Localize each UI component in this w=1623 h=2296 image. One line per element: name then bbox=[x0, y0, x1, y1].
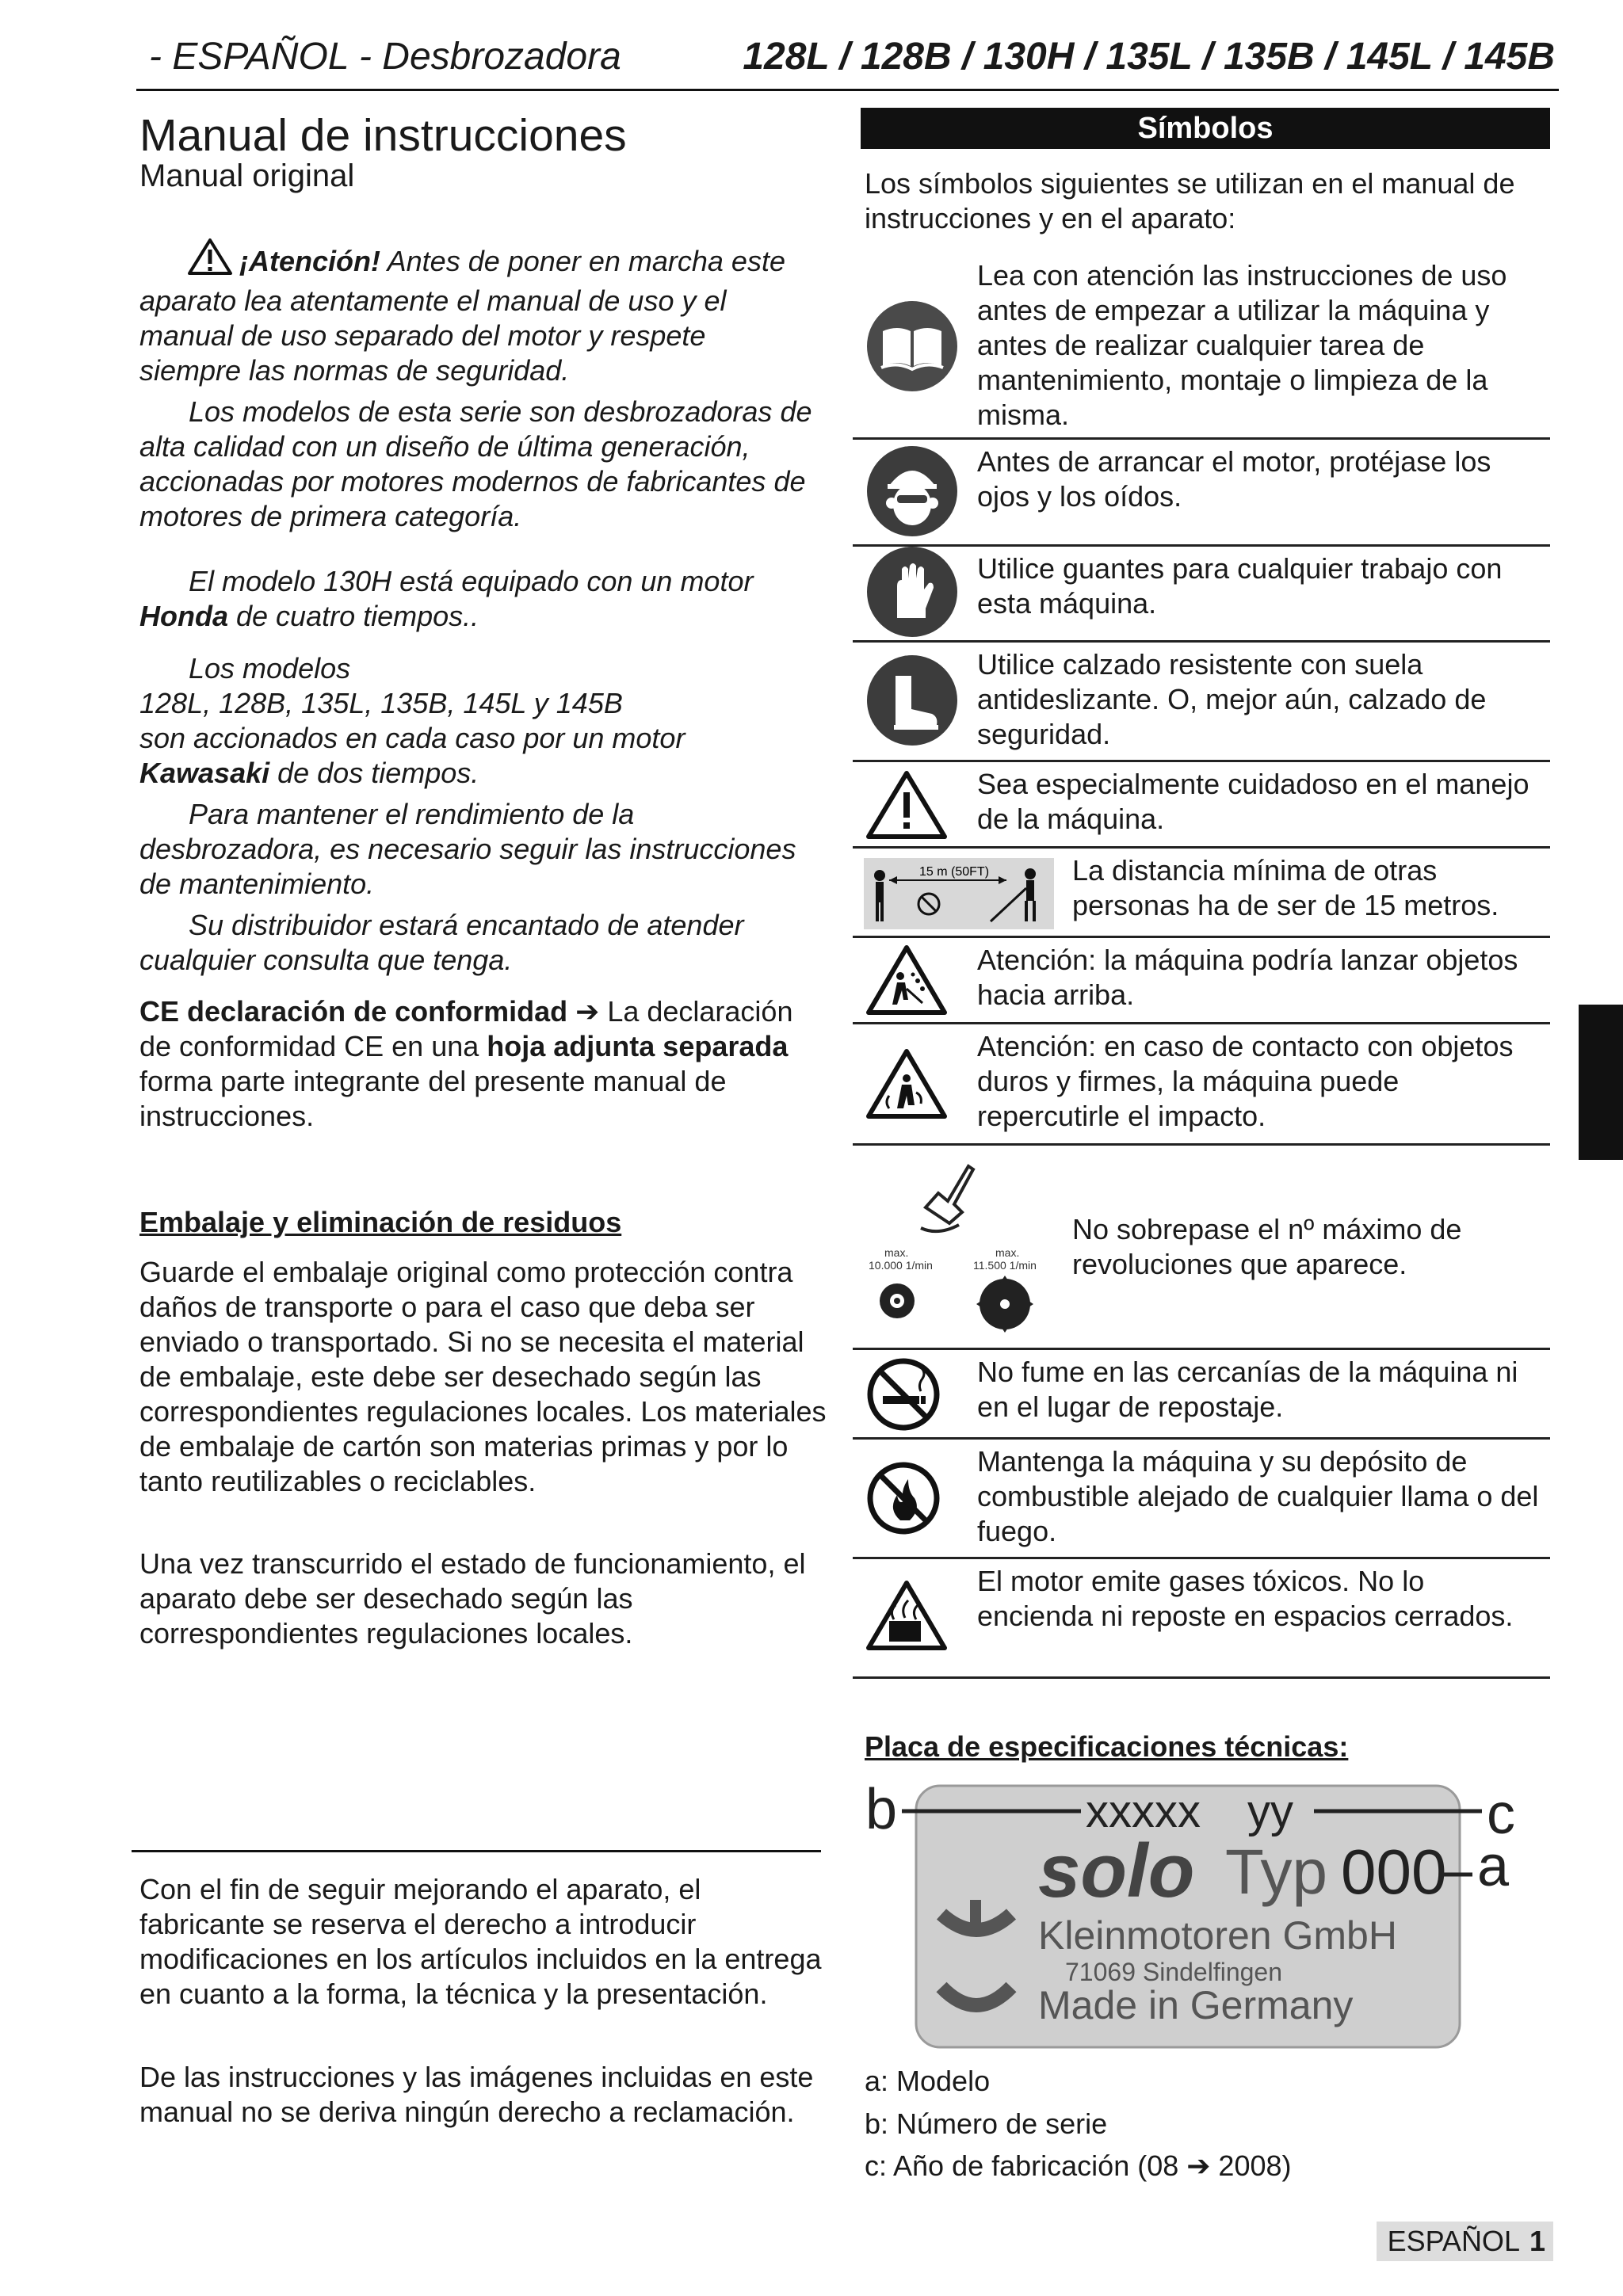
ce-text: La declaración de conformidad CE en una bbox=[139, 995, 793, 1062]
rpm-a-value: 10.000 1/min bbox=[869, 1259, 933, 1272]
intro-text bbox=[139, 238, 813, 984]
intro-p3-text: son accionados en cada caso por un motor bbox=[139, 722, 685, 754]
warning-triangle-icon bbox=[187, 238, 233, 284]
arrow-right-icon: ➔ bbox=[575, 995, 600, 1028]
plate-year: yy bbox=[1247, 1786, 1293, 1837]
no-open-flame-icon bbox=[865, 1460, 941, 1540]
plate-type-value: 000 bbox=[1341, 1836, 1447, 1907]
callout-a: a bbox=[1477, 1835, 1510, 1898]
spec-plate bbox=[861, 1773, 1526, 2062]
rpm-a-label: max. bbox=[884, 1246, 909, 1259]
symbol-text: No fume en las cercanías de la máquina ni en el lugar de repostaje. bbox=[977, 1356, 1518, 1423]
footer-language: ESPAÑOL bbox=[1387, 2225, 1520, 2257]
intro-paragraph-5: Su distribuidor estará encantado de atender cualquier consulta que tenga. bbox=[139, 909, 744, 976]
symbol-row bbox=[853, 643, 1550, 762]
gloves-icon bbox=[865, 545, 959, 643]
ce-tail: forma parte integrante del presente manual de instrucciones. bbox=[139, 1065, 727, 1132]
page-number: 1 bbox=[1529, 2225, 1545, 2257]
plate-made-in: Made in Germany bbox=[1038, 1983, 1354, 2027]
plate-brand: solo bbox=[1038, 1829, 1195, 1913]
no-smoking-icon bbox=[865, 1356, 941, 1436]
warning-triangle-icon bbox=[865, 770, 948, 844]
packaging-paragraph-2: Una vez transcurrido el estado de funcionamiento, el aparato debe ser desechado según las correspondientes regulaciones locales. bbox=[139, 1547, 806, 1650]
intro-p2-text: El modelo 130H está equipado con un motor bbox=[189, 565, 754, 597]
section-tab-marker bbox=[1579, 1005, 1623, 1160]
symbol-text: Utilice calzado resistente con suela antideslizante. O, mejor aún, calzado de seguridad. bbox=[977, 648, 1487, 750]
plate-city: 71069 Sindelfingen bbox=[1065, 1958, 1283, 1986]
boot-icon bbox=[865, 654, 959, 751]
symbol-row bbox=[853, 1146, 1550, 1350]
ce-label: CE declaración de conformidad bbox=[139, 995, 568, 1028]
symbol-text: No sobrepase el nº máximo de revoluciones que aparece. bbox=[1072, 1213, 1462, 1280]
intro-paragraph-4: Para mantener el rendimiento de la desbrozadora, es necesario seguir las instrucciones de mantenimiento. bbox=[139, 798, 796, 900]
packaging-paragraph-1: Guarde el embalaje original como protección contra daños de transporte o para el caso que deba ser enviado o transportado. Si no se necesita el material de embalaje, este debe ser desechado según las correspondientes regulaciones locales. Los materiales de embalaje de cartón son materias primas y por lo tanto reutilizables o reciclables. bbox=[139, 1256, 827, 1497]
callout-b: b bbox=[865, 1778, 898, 1841]
symbol-row bbox=[853, 938, 1550, 1024]
intro-paragraph-3 bbox=[139, 651, 813, 791]
distance-label: 15 m (50FT) bbox=[919, 865, 990, 879]
symbol-row bbox=[853, 1024, 1550, 1146]
symbol-row bbox=[853, 1350, 1550, 1440]
page-subtitle: Manual original bbox=[139, 158, 355, 193]
max-rpm-icon bbox=[862, 1152, 1044, 1346]
face-protection-icon bbox=[865, 444, 959, 542]
plate-company: Kleinmotoren GmbH bbox=[1038, 1913, 1397, 1958]
packaging-heading: Embalaje y eliminación de residuos bbox=[139, 1206, 622, 1238]
kickback-icon bbox=[865, 1048, 948, 1123]
page-title: Manual de instrucciones bbox=[139, 110, 627, 161]
left-divider bbox=[132, 1850, 821, 1852]
intro-p3-lead: Los modelos bbox=[189, 652, 351, 685]
plate-type-label: Typ bbox=[1225, 1836, 1327, 1907]
intro-paragraph-1: Los modelos de esta serie son desbrozadoras de alta calidad con un diseño de última generación, accionadas por motores modernos de fabricantes de motores de primera categoría. bbox=[139, 395, 812, 532]
symbol-row bbox=[853, 254, 1550, 440]
thrown-objects-icon bbox=[865, 944, 948, 1020]
symbol-row bbox=[853, 1440, 1550, 1559]
plate-legend-c bbox=[865, 2149, 1292, 2183]
intro-p3-tail: de dos tiempos. bbox=[269, 757, 479, 789]
symbol-text: Atención: la máquina podría lanzar objetos hacia arriba. bbox=[977, 944, 1518, 1011]
symbol-row bbox=[853, 762, 1550, 849]
attention-text: Antes de poner en marcha este aparato lea atentamente el manual de uso y el manual de uso separado del motor y respete siempre las normas de seguridad. bbox=[139, 245, 785, 387]
header-rule bbox=[136, 89, 1559, 91]
rpm-b-value: 11.500 1/min bbox=[973, 1259, 1037, 1272]
symbol-text: Utilice guantes para cualquier trabajo con esta máquina. bbox=[977, 552, 1503, 620]
toxic-fumes-icon bbox=[865, 1580, 948, 1655]
distance-15m-icon bbox=[864, 858, 1054, 933]
symbol-row bbox=[853, 547, 1550, 643]
header-language-title: - ESPAÑOL - Desbrozadora bbox=[149, 36, 621, 78]
disclaimer-paragraph-2: De las instrucciones y las imágenes incluidas en este manual no se deriva ningún derecho a reclamación. bbox=[139, 2061, 814, 2128]
attention-label: ¡Atención! bbox=[239, 245, 380, 277]
symbol-row bbox=[853, 1559, 1550, 1679]
ce-bold-text: hoja adjunta separada bbox=[487, 1030, 789, 1062]
honda-brand: Honda bbox=[139, 600, 228, 632]
symbol-text: Mantenga la máquina y su depósito de combustible alejado de cualquier llama o del fuego. bbox=[977, 1445, 1539, 1547]
symbol-text: La distancia mínima de otras personas ha de ser de 15 metros. bbox=[1072, 854, 1499, 921]
disclaimer-paragraph-1: Con el fin de seguir mejorando el aparato, el fabricante se reserva el derecho a introducir modificaciones en los artículos incluidos en la entrega en cuanto a la forma, la técnica y la presentación. bbox=[139, 1873, 822, 2010]
book-icon bbox=[865, 299, 959, 397]
symbol-text: Lea con atención las instrucciones de uso antes de empezar a utilizar la máquina y antes de realizar cualquier tarea de mantenimiento, montaje o limpieza de la misma. bbox=[977, 259, 1507, 431]
symbol-text: Sea especialmente cuidadoso en el manejo de la máquina. bbox=[977, 768, 1529, 835]
plate-serial: xxxxx bbox=[1086, 1786, 1201, 1837]
page-footer bbox=[1377, 2222, 1553, 2261]
symbol-row bbox=[853, 849, 1550, 938]
rpm-b-label: max. bbox=[995, 1246, 1020, 1259]
symbol-text: Antes de arrancar el motor, protéjase los ojos y los oídos. bbox=[977, 445, 1491, 513]
callout-c: c bbox=[1487, 1783, 1515, 1846]
intro-p2-tail: de cuatro tiempos.. bbox=[228, 600, 479, 632]
plate-legend-b: b: Número de serie bbox=[865, 2107, 1108, 2140]
ce-declaration bbox=[139, 994, 829, 1134]
symbols-heading: Símbolos bbox=[861, 108, 1550, 149]
arrow-right-icon: ➔ bbox=[1186, 2149, 1211, 2182]
intro-paragraph-2 bbox=[139, 564, 813, 634]
symbol-row bbox=[853, 440, 1550, 547]
plate-heading: Placa de especificaciones técnicas: bbox=[865, 1730, 1349, 1763]
symbol-text: El motor emite gases tóxicos. No lo encienda ni reposte en espacios cerrados. bbox=[977, 1565, 1514, 1632]
plate-legend-a: a: Modelo bbox=[865, 2065, 991, 2097]
kawasaki-brand: Kawasaki bbox=[139, 757, 270, 789]
header-models: 128L / 128B / 130H / 135L / 135B / 145L / 145B bbox=[743, 36, 1555, 78]
intro-p3-models: 128L, 128B, 135L, 135B, 145L y 145B bbox=[139, 687, 623, 719]
symbols-intro: Los símbolos siguientes se utilizan en el manual de instrucciones y en el aparato: bbox=[865, 167, 1515, 235]
legend-c-text: c: Año de fabricación (08 bbox=[865, 2149, 1187, 2182]
legend-c-tail: 2008) bbox=[1210, 2149, 1292, 2182]
symbol-text: Atención: en caso de contacto con objetos duros y firmes, la máquina puede repercutirle el impacto. bbox=[977, 1030, 1514, 1132]
